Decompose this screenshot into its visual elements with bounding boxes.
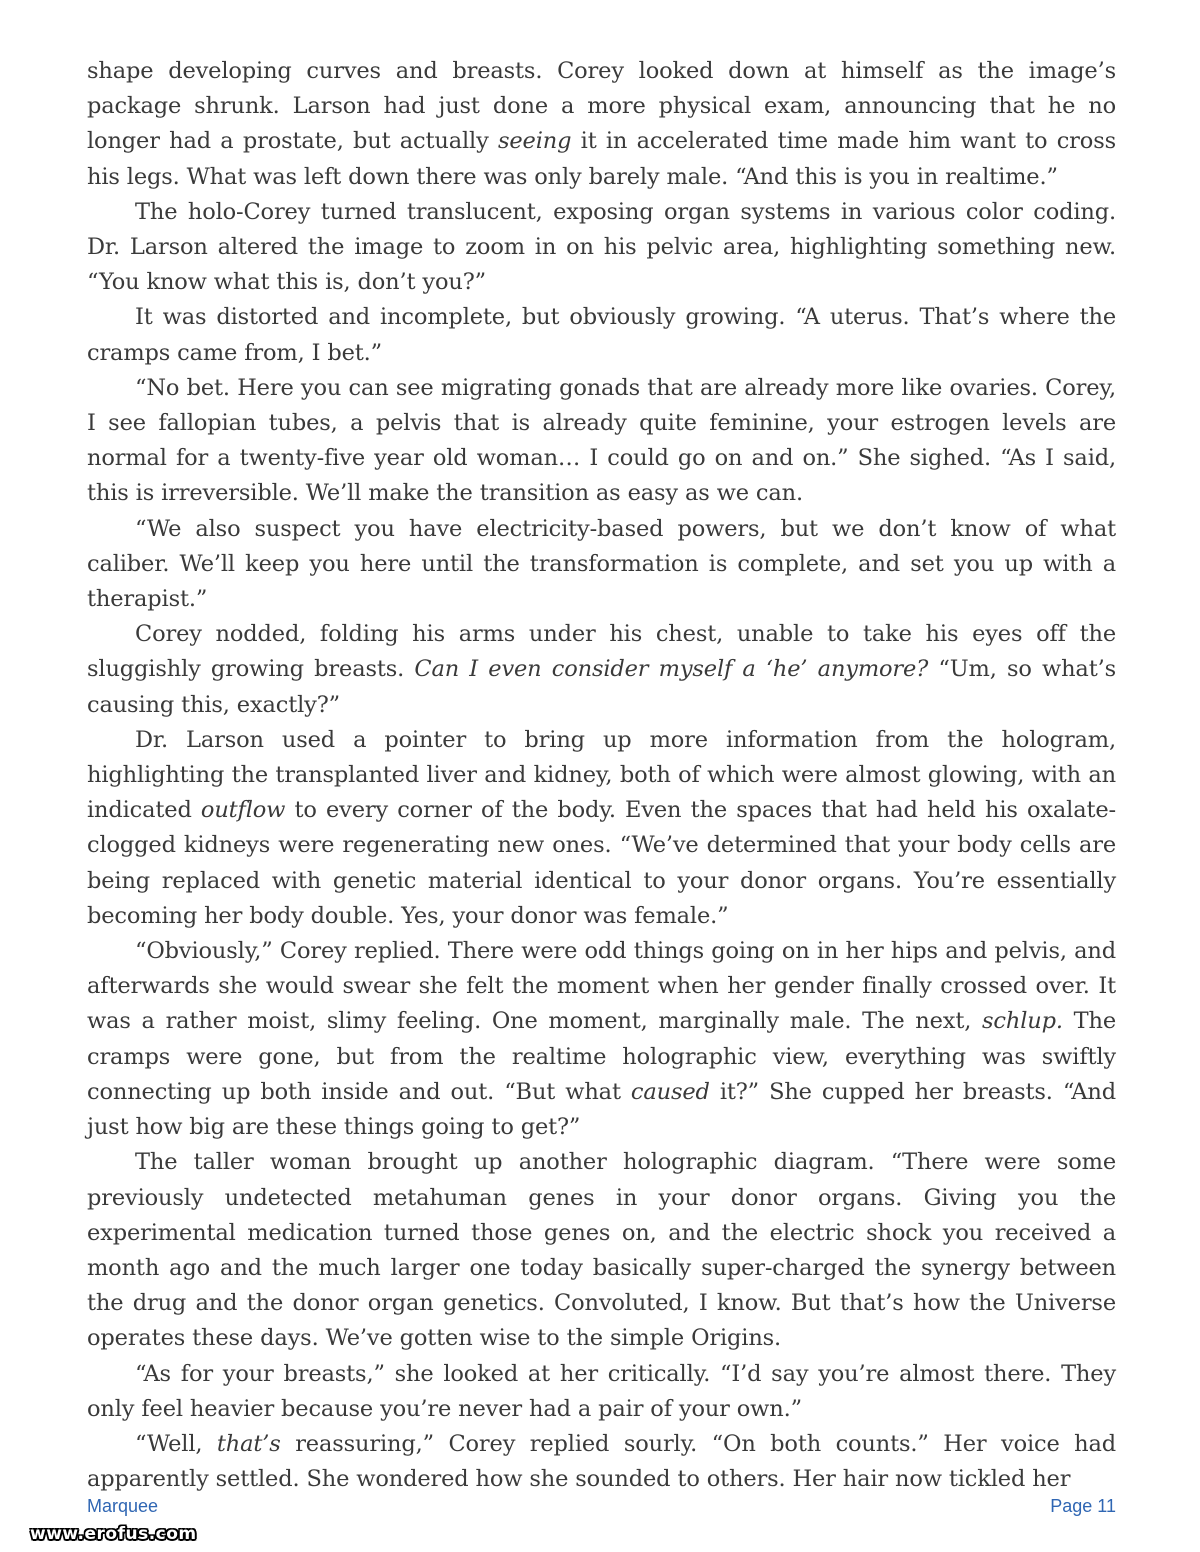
italic-text: schlup.: [982, 1008, 1063, 1035]
paragraph: [87, 512, 1116, 618]
text-run: It was distorted and incomplete, but obviously growing. “A uterus. That’s where the cramps came from, I bet.”: [87, 304, 1116, 366]
text-run: The taller woman brought up another holographic diagram. “There were some previously undetected metahuman genes in your donor organs. Giving you the experimental medication turned those genes on, and the electric shock you received a month ago and the much larger one today basically super-charged the synergy between the drug and the donor organ genetics. Convoluted, I know. But that’s how the Universe operates these days. We’ve gotten wise to the simple Origins.: [87, 1149, 1116, 1352]
paragraph: [87, 723, 1116, 934]
text-run: “We also suspect you have electricity-based powers, but we don’t know of what caliber. We’ll keep you here until the transformation is complete, and set you up with a therapist.”: [87, 515, 1116, 613]
italic-text: Can I even consider myself a ‘he’ anymore?: [414, 656, 929, 683]
text-run: “Obviously,” Corey replied. There were odd things going on in her hips and pelvis, and afterwards she would swear she felt the moment when her gender finally crossed over. It was a rather moist, slimy feeling. One moment, marginally male. The next,: [87, 938, 1116, 1035]
text-run: to every corner of the body. Even the spaces that had held his oxalate-clogged kidneys were regenerating new ones. “We’ve determined that your body cells are being replaced with genetic material identical to your donor organs. You’re essentially becoming her body double. Yes, your donor was female.”: [87, 797, 1116, 929]
text-run: shape developing curves and breasts. Corey looked down at himself as the image’s package shrunk. Larson had just done a more physical exam, announcing that he no longer had a prostate, but actually: [87, 58, 1116, 155]
paragraph: [87, 54, 1116, 195]
page-footer: [87, 1496, 1116, 1517]
paragraph: [87, 1357, 1116, 1427]
paragraph: [87, 1145, 1116, 1356]
paragraph: [87, 934, 1116, 1145]
paragraph: [87, 195, 1116, 301]
text-run: “Well,: [135, 1430, 217, 1457]
text-run: Corey nodded, folding his arms under his chest, unable to take his eyes off the sluggishly growing breasts.: [87, 621, 1116, 683]
text-run: “As for your breasts,” she looked at her critically. “I’d say you’re almost there. They only feel heavier because you’re never had a pair of your own.”: [87, 1360, 1116, 1422]
text-run: The holo-Corey turned translucent, exposing organ systems in various color coding. Dr. Larson altered the image to zoom in on his pelvic area, highlighting something new. “You know what this is, don’t you?”: [87, 198, 1116, 296]
text-run: “Um, so what’s causing this, exactly?”: [87, 656, 1116, 718]
paragraph: [87, 300, 1116, 370]
italic-text: seeing: [497, 128, 572, 155]
text-run: The cramps were gone, but from the realtime holographic view, everything was swiftly connecting up both inside and out. “But what: [87, 1008, 1116, 1105]
page-number: Page 11: [1050, 1496, 1116, 1516]
italic-text: caused: [630, 1078, 710, 1105]
italic-text: that’s: [216, 1430, 281, 1457]
text-run: “No bet. Here you can see migrating gonads that are already more like ovaries. Corey, I see fallopian tubes, a pelvis that is already quite feminine, your estrogen levels are normal for a twenty-five year old woman… I could go on and on.” She sighed. “As I said, this is irreversible. We’ll make the transition as easy as we can.: [87, 374, 1116, 507]
paragraph: [87, 617, 1116, 723]
paragraph: [87, 371, 1116, 512]
paragraph: [87, 1427, 1116, 1497]
text-run: it in accelerated time made him want to cross his legs. What was left down there was only barely male. “And this is you in realtime.”: [87, 128, 1116, 190]
page-body: [87, 54, 1116, 1497]
footer-title: Marquee: [87, 1496, 159, 1516]
italic-text: outflow: [200, 797, 286, 824]
text-run: Dr. Larson used a pointer to bring up more information from the hologram, highlighting the transplanted liver and kidney, both of which were almost glowing, with an indicated: [87, 726, 1116, 824]
site-watermark: www.erofus.com: [30, 1524, 197, 1544]
text-run: reassuring,” Corey replied sourly. “On both counts.” Her voice had apparently settled. She wondered how she sounded to others. Her hair now tickled her: [87, 1430, 1116, 1493]
text-run: it?” She cupped her breasts. “And just how big are these things going to get?”: [87, 1078, 1117, 1141]
